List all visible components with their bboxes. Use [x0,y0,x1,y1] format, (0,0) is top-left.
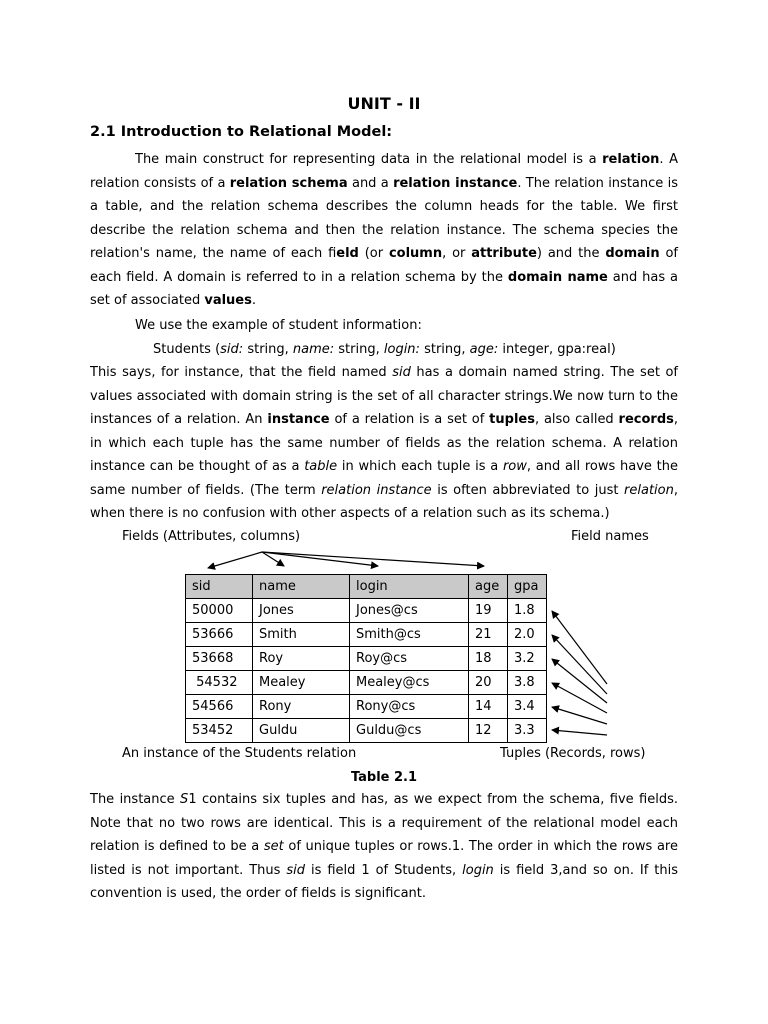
table-cell: 3.4 [508,695,547,719]
table-cell: 12 [469,719,508,743]
table-cell: 19 [469,599,508,623]
table-cell: 54566 [186,695,253,719]
table-cell: Roy [253,647,350,671]
table-cell: 3.3 [508,719,547,743]
tuple-arrow [552,659,607,703]
table-cell: Roy@cs [350,647,469,671]
table-cell: 53668 [186,647,253,671]
table-cell: Jones@cs [350,599,469,623]
table-cell: Rony@cs [350,695,469,719]
section-heading: 2.1 Introduction to Relational Model: [90,124,393,140]
column-header: gpa [508,575,547,599]
table-cell: Guldu@cs [350,719,469,743]
fields-label: Fields (Attributes, columns) [122,529,301,544]
table-cell: Smith@cs [350,623,469,647]
table-cell: 21 [469,623,508,647]
field-arrow [262,552,484,566]
table-cell: Mealey [253,671,350,695]
table-cell: Mealey@cs [350,671,469,695]
column-header: age [469,575,508,599]
table-caption: Table 2.1 [350,770,418,785]
table-cell: Smith [253,623,350,647]
tuple-arrow [552,707,607,724]
column-header: name [253,575,350,599]
table-cell: Jones [253,599,350,623]
field-arrow [262,552,378,566]
table-cell: Guldu [253,719,350,743]
table-cell: 3.2 [508,647,547,671]
conclusion-paragraph: The instance S1 contains six tuples and has, as we expect from the schema, five fields. Note that no two rows are identical. This is a requirement of the relational model each relation is defined to be a set of unique tuples or rows.1. The order in which the rows are listed is not important. Thus sid is field 1 of Students, login is field 3,and so on. If this convention is used, the order of fields is significant. [90,792,679,901]
tuple-arrow [552,683,607,713]
table-cell: 53666 [186,623,253,647]
tuple-arrow [552,635,607,694]
tuple-arrow [552,611,607,684]
table-cell: 14 [469,695,508,719]
column-header: login [350,575,469,599]
table-cell: Rony [253,695,350,719]
table-cell: 50000 [186,599,253,623]
instance-paragraph: This says, for instance, that the field named sid has a domain named string. The set of values associated with domain string is the set of all character strings.We now turn to the instances of a relation. An instance of a relation is a set of tuples, also called records, in which each tuple has the same number of fields as the relation schema. A relation instance can be thought of as a table in which each tuple is a row, and all rows have the same number of fields. (The term relation instance is often abbreviated to just relation, when there is no confusion with other aspects of a relation such as its schema.) [90,365,679,521]
table-cell: 1.8 [508,599,547,623]
field-arrow [208,552,262,568]
column-header: sid [186,575,253,599]
example-intro: We use the example of student information: [135,318,422,333]
instance-label: An instance of the Students relation [122,746,357,761]
table-cell: 20 [469,671,508,695]
intro-paragraph: The main construct for representing data in the relational model is a relation. A relation consists of a relation schema and a relation instance. The relation instance is a table, and the relation schema describes the column heads for the table. We first describe the relation schema and then the relation instance. The schema species the relation's name, the name of each field (or column, or attribute) and the domain of each field. A domain is referred to in a relation schema by the domain name and has a set of associated values. [90,152,678,308]
schema-definition: Students (sid: string, name: string, login: string, age: integer, gpa:real) [153,342,616,357]
table-cell: 2.0 [508,623,547,647]
table-cell: 18 [469,647,508,671]
tuple-arrow [552,730,607,735]
field-names-label: Field names [571,529,649,544]
table-cell: 54532 [186,671,253,695]
table-cell: 53452 [186,719,253,743]
tuples-label: Tuples (Records, rows) [500,746,646,761]
table-cell: 3.8 [508,671,547,695]
page-title: UNIT - II [347,94,421,113]
